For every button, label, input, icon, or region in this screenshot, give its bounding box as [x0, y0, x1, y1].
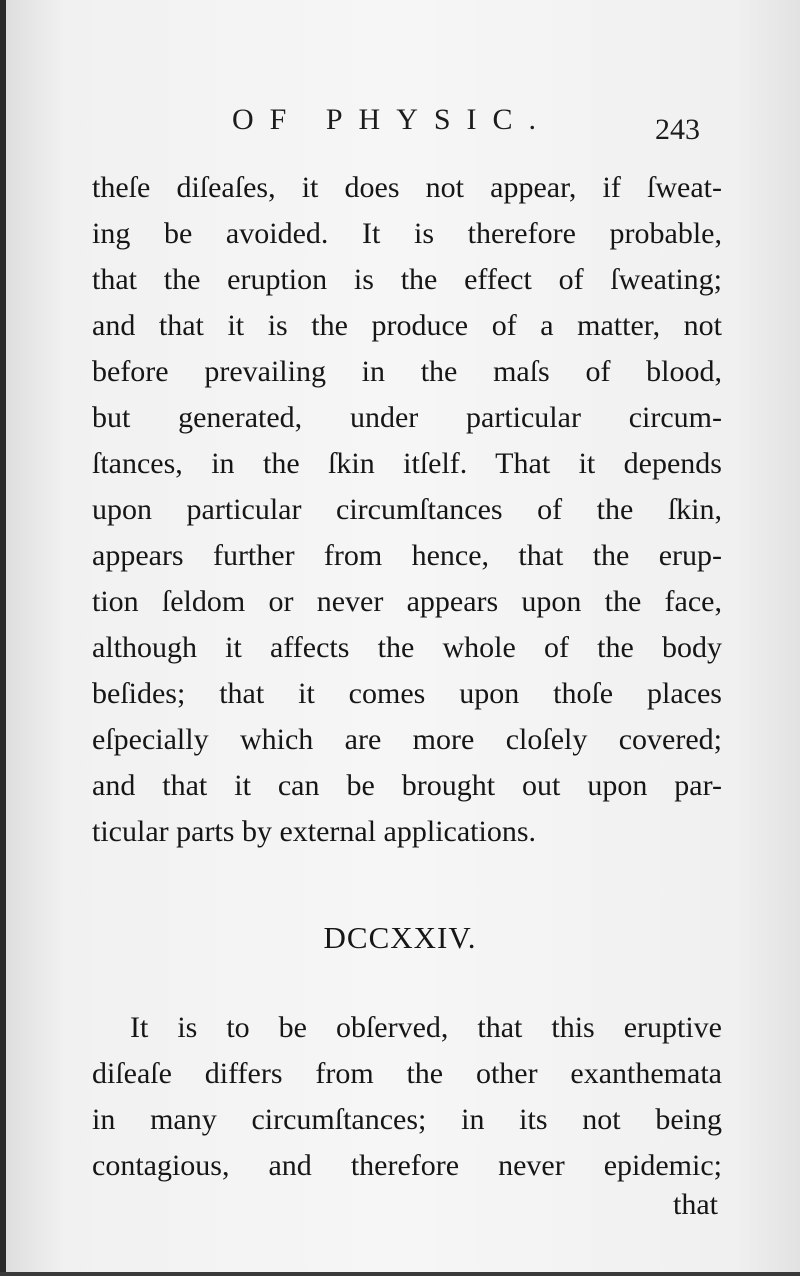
text-line: that the eruption is the effect of ſweating; — [92, 263, 722, 296]
text-line: ing be avoided. It is therefore probable, — [92, 217, 722, 250]
text-line: theſe diſeaſes, it does not appear, if ſweat- — [92, 171, 722, 204]
section-heading: DCCXXIV. — [323, 920, 477, 955]
page-header — [0, 103, 800, 153]
page-number: 243 — [655, 113, 700, 146]
scan-edge-left — [0, 0, 6, 1276]
scan-edge-bottom — [0, 1272, 800, 1276]
text-line: before prevailing in the maſs of blood, — [92, 355, 722, 388]
text-line: It is to be obſerved, that this eruptive — [130, 1011, 722, 1044]
text-line: diſeaſe differs from the other exanthemata — [92, 1057, 722, 1090]
paragraph-2 — [92, 1005, 722, 1189]
text-line: ticular parts by external applications. — [92, 815, 537, 848]
text-line: and that it is the produce of a matter, not — [92, 309, 722, 342]
text-line: although it affects the whole of the body — [92, 631, 722, 664]
text-line: and that it can be brought out upon par- — [92, 769, 722, 802]
text-line: in many circumſtances; in its not being — [92, 1103, 722, 1136]
text-line: upon particular circumſtances of the ſkin, — [92, 493, 722, 526]
text-line: appears further from hence, that the erup- — [92, 539, 722, 572]
text-line: ſtances, in the ſkin itſelf. That it depends — [92, 447, 722, 480]
catchword: that — [673, 1188, 718, 1221]
text-line: beſides; that it comes upon thoſe places — [92, 677, 722, 710]
text-line: but generated, under particular circum- — [92, 401, 722, 434]
text-line: contagious, and therefore never epidemic; — [92, 1149, 722, 1182]
paragraph-1 — [92, 165, 722, 855]
text-line: eſpecially which are more cloſely covered; — [92, 723, 722, 756]
running-head: OF PHYSIC. — [232, 103, 553, 136]
text-line: tion ſeldom or never appears upon the face, — [92, 585, 722, 618]
